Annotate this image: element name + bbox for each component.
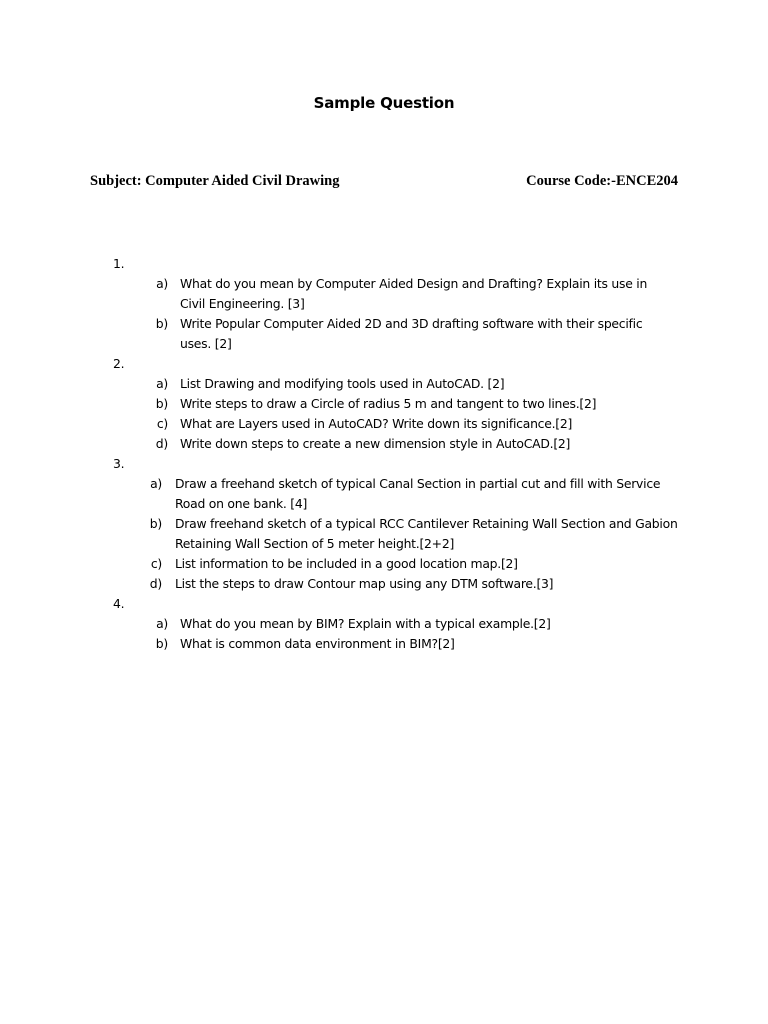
- part-letter: a): [156, 376, 168, 391]
- part-text: List Drawing and modifying tools used in AutoCAD. [2]: [180, 376, 505, 391]
- question-part: [0, 374, 768, 394]
- question-part: [0, 394, 768, 414]
- part-text: What is common data environment in BIM?[2]: [180, 636, 455, 651]
- part-text: Draw a freehand sketch of typical Canal Section in partial cut and fill with Service Road on one bank. [4]: [175, 476, 661, 511]
- part-letter: c): [156, 416, 168, 431]
- part-letter: c): [150, 556, 162, 571]
- question-part: [0, 314, 768, 354]
- part-text: List information to be included in a good location map.[2]: [175, 556, 518, 571]
- question-number: 2.: [113, 356, 125, 371]
- part-text: Write down steps to create a new dimension style in AutoCAD.[2]: [180, 436, 571, 451]
- part-text: Draw freehand sketch of a typical RCC Cantilever Retaining Wall Section and Gabion Retaining Wall Section of 5 meter height.[2+2]: [175, 516, 678, 551]
- part-letter: d): [155, 436, 168, 451]
- question-list: [0, 254, 768, 654]
- question-part: [0, 474, 768, 514]
- question-part: [0, 274, 768, 314]
- page-title: Sample Question: [313, 94, 455, 112]
- part-letter: b): [155, 636, 168, 651]
- part-letter: b): [155, 396, 168, 411]
- part-text: What do you mean by BIM? Explain with a typical example.[2]: [180, 616, 551, 631]
- part-letter: d): [149, 576, 162, 591]
- part-text: List the steps to draw Contour map using any DTM software.[3]: [175, 576, 554, 591]
- part-text: Write steps to draw a Circle of radius 5 m and tangent to two lines.[2]: [180, 396, 597, 411]
- question-number: 1.: [113, 256, 125, 271]
- part-letter: b): [155, 316, 168, 331]
- question-part: [0, 514, 768, 554]
- part-letter: b): [149, 516, 162, 531]
- question-part: [0, 554, 768, 574]
- question-part: [0, 614, 768, 634]
- subject-label: Subject: Computer Aided Civil Drawing: [90, 173, 340, 189]
- question-number: 4.: [113, 596, 125, 611]
- part-text: What are Layers used in AutoCAD? Write down its significance.[2]: [180, 416, 573, 431]
- part-letter: a): [156, 616, 168, 631]
- question-number: 3.: [113, 456, 125, 471]
- question-part: [0, 414, 768, 434]
- part-letter: a): [150, 476, 162, 491]
- course-code-label: Course Code:-ENCE204: [526, 173, 678, 189]
- part-text: Write Popular Computer Aided 2D and 3D drafting software with their specific uses. [2]: [180, 316, 643, 351]
- question-part: [0, 434, 768, 454]
- part-text: What do you mean by Computer Aided Design and Drafting? Explain its use in Civil Engineering. [3]: [180, 276, 648, 311]
- part-letter: a): [156, 276, 168, 291]
- question-part: [0, 574, 768, 594]
- question-part: [0, 634, 768, 654]
